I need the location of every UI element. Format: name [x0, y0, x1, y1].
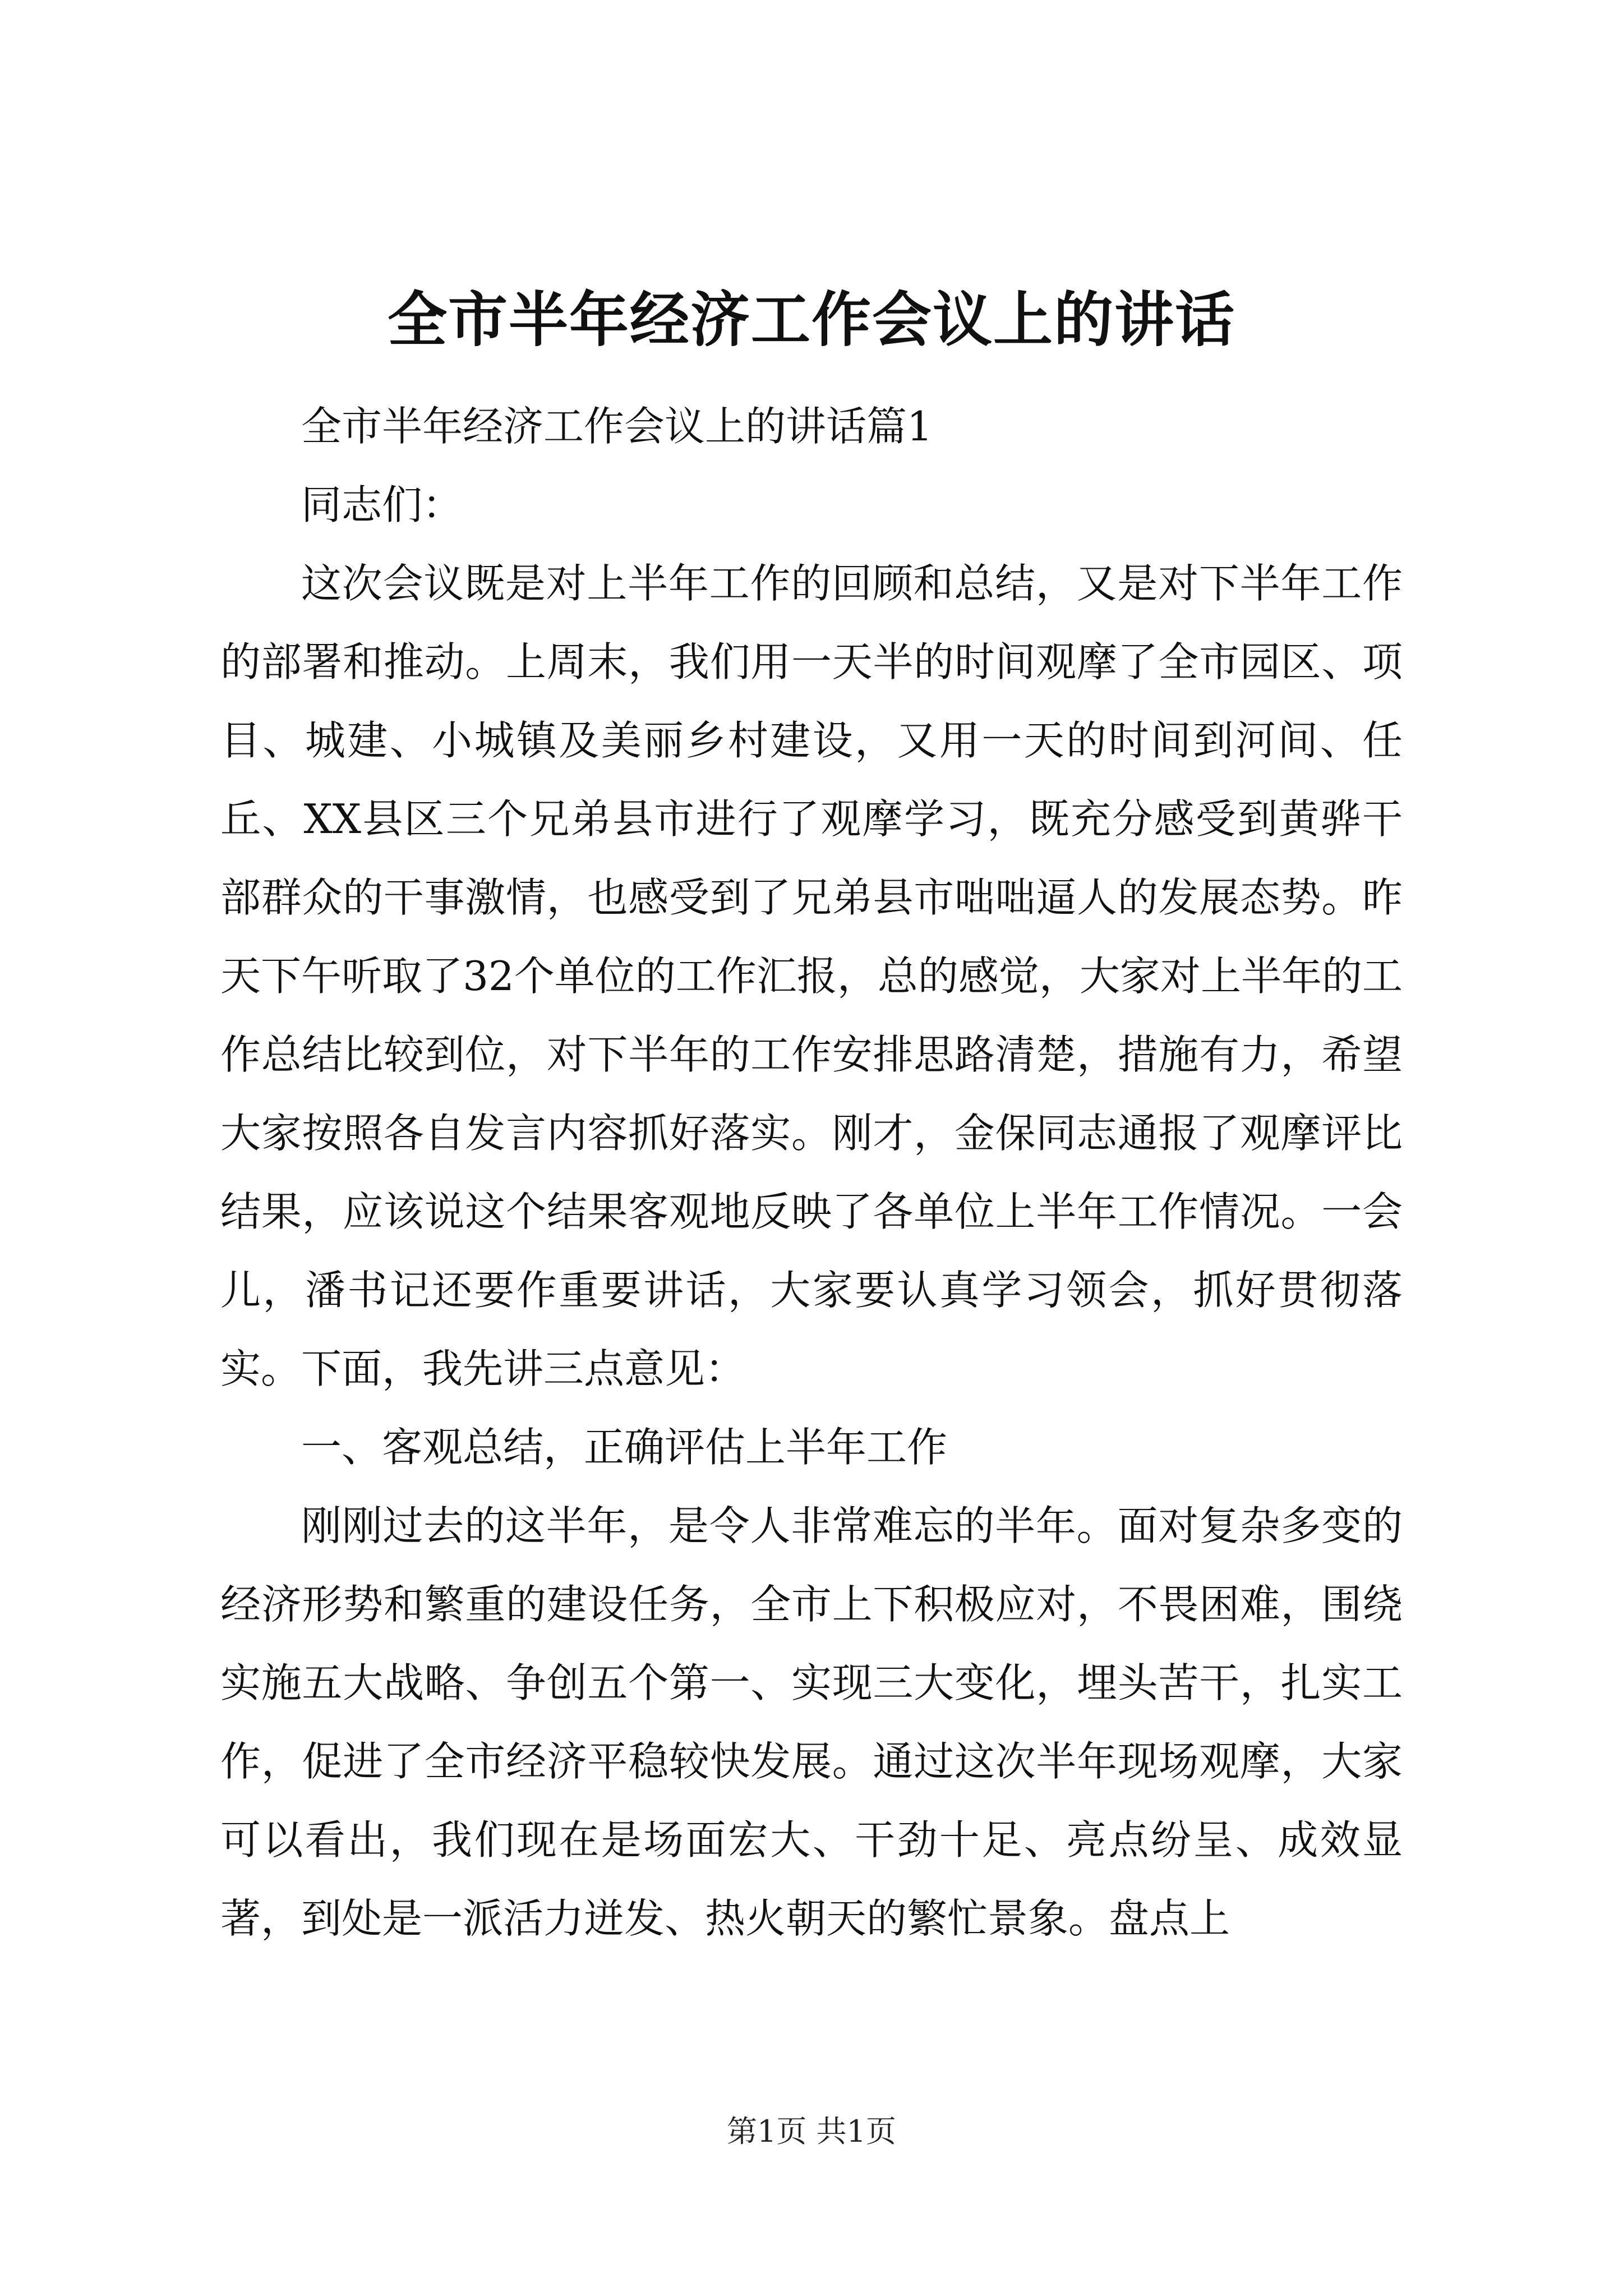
paragraph-salutation: 同志们：	[301, 481, 463, 528]
paragraph-review: 刚刚过去的这半年，是令人非常难忘的半年。面对复杂多变的经济形势和繁重的建设任务，全市上下积极应对，不畏困难，围绕实施五大战略、争创五个第一、实现三大变化，埋头苦干，扎实工作，促进了全市经济平稳较快发展。通过这次半年现场观摩，大家可以看出，我们现在是场面宏大、干劲十足、亮点纷呈、成效显著，到处是一派活力迸发、热火朝天的繁忙景象。盘点上	[220, 1502, 1403, 1942]
paragraph-subtitle: 全市半年经济工作会议上的讲话篇1	[301, 403, 933, 450]
paragraph-section-heading: 一、客观总结，正确评估上半年工作	[301, 1424, 948, 1471]
paragraph-intro: 这次会议既是对上半年工作的回顾和总结，又是对下半年工作的部署和推动。上周末，我们用一天半的时间观摩了全市园区、项目、城建、小城镇及美丽乡村建设，又用一天的时间到河间、任丘、XX县区三个兄弟县市进行了观摩学习，既充分感受到黄骅干部群众的干事激情，也感受到了兄弟县市咄咄逼人的发展态势。昨天下午听取了32个单位的工作汇报，总的感觉，大家对上半年的工作总结比较到位，对下半年的工作安排思路清楚，措施有力，希望大家按照各自发言内容抓好落实。刚才，金保同志通报了观摩评比结果，应该说这个结果客观地反映了各单位上半年工作情况。一会儿，潘书记还要作重要讲话，大家要认真学习领会，抓好贯彻落实。下面，我先讲三点意见：	[220, 560, 1403, 1392]
document-title: 全市半年经济工作会议上的讲话	[388, 284, 1235, 355]
page-footer: 第1页 共1页	[727, 2114, 896, 2149]
document-body	[220, 387, 1403, 1958]
